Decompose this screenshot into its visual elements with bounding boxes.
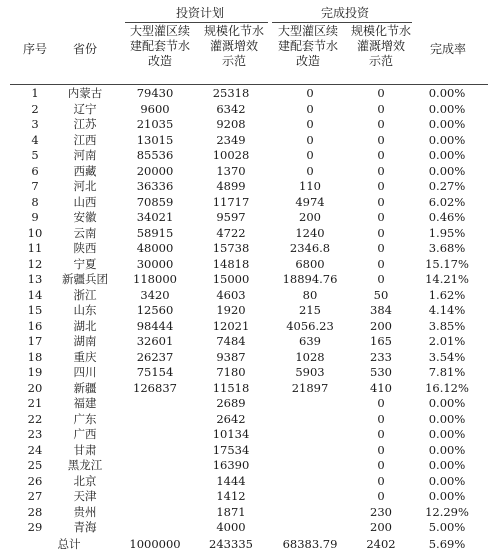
- row-province: 河南: [73, 148, 97, 162]
- row-plan-col2: 2689: [216, 396, 246, 410]
- row-rate: 0.00%: [428, 163, 466, 178]
- table-row: [0, 133, 500, 148]
- done-col2-line1: 规模化节水: [350, 24, 411, 38]
- row-seq: 12: [27, 256, 43, 271]
- table-row: [0, 164, 500, 179]
- row-plan-col2: 4722: [216, 225, 246, 240]
- row-rate: 0.00%: [428, 86, 466, 100]
- row-done-col2: 230: [370, 504, 392, 519]
- total-row: [0, 537, 500, 552]
- row-plan-col2: 1370: [216, 163, 246, 178]
- row-done-col2: 0: [377, 101, 385, 116]
- row-done-col2: 0: [377, 458, 385, 472]
- table-row: [0, 117, 500, 132]
- row-plan-col2: 4899: [216, 179, 246, 193]
- done-col1-line1: 大型灌区续: [277, 24, 338, 38]
- row-seq: 27: [27, 489, 43, 503]
- total-label: 总计: [57, 537, 81, 551]
- plan-col1-header: [125, 24, 195, 69]
- done-col2-header: [348, 24, 414, 69]
- row-rate: 12.29%: [425, 504, 469, 519]
- table-row: [0, 443, 500, 458]
- header-bottom-rule: [10, 84, 488, 85]
- row-plan-col1: 118000: [133, 272, 177, 286]
- row-rate: 0.00%: [428, 396, 466, 410]
- table-row: [0, 505, 500, 520]
- row-rate: 3.68%: [428, 241, 466, 255]
- row-plan-col1: 75154: [136, 365, 174, 379]
- row-done-col1: 110: [299, 179, 321, 193]
- row-done-col2: 0: [377, 148, 385, 162]
- group-rule-plan: [125, 22, 268, 23]
- row-done-col2: 0: [377, 427, 385, 441]
- row-seq: 9: [31, 210, 39, 224]
- row-seq: 1: [31, 86, 39, 100]
- row-rate: 0.00%: [428, 458, 466, 472]
- row-done-col2: 0: [377, 132, 385, 147]
- row-done-col1: 80: [302, 287, 318, 302]
- row-rate: 15.17%: [425, 256, 469, 271]
- row-rate: 2.01%: [428, 334, 466, 348]
- row-rate: 1.62%: [428, 287, 466, 302]
- total-plan-col2: 243335: [209, 537, 253, 551]
- row-done-col1: 4056.23: [286, 318, 334, 333]
- row-plan-col2: 4000: [216, 520, 246, 534]
- table-row: [0, 381, 500, 396]
- row-plan-col2: 1920: [216, 303, 246, 317]
- row-done-col1: 2346.8: [289, 241, 331, 255]
- row-done-col1: 200: [299, 210, 321, 224]
- row-plan-col1: 9600: [140, 101, 170, 116]
- row-province: 湖北: [73, 318, 97, 333]
- row-seq: 3: [31, 117, 39, 131]
- row-rate: 0.00%: [428, 489, 466, 503]
- row-plan-col1: 30000: [136, 256, 174, 271]
- row-seq: 4: [31, 132, 39, 147]
- row-plan-col2: 10134: [212, 427, 250, 441]
- table-row: [0, 520, 500, 535]
- row-done-col2: 0: [377, 179, 385, 193]
- plan-col2-line2: 灌溉增效: [209, 39, 258, 53]
- row-rate: 0.00%: [428, 117, 466, 131]
- row-rate: 0.00%: [428, 132, 466, 147]
- row-plan-col2: 9208: [216, 117, 246, 131]
- row-seq: 18: [27, 349, 43, 364]
- province-header: 省份: [72, 42, 97, 56]
- row-plan-col1: 32601: [136, 334, 174, 348]
- table-row: [0, 226, 500, 241]
- row-rate: 0.46%: [428, 210, 466, 224]
- row-province: 四川: [73, 365, 97, 379]
- plan-col1-line3: 改造: [147, 54, 172, 68]
- row-rate: 6.02%: [428, 194, 466, 209]
- plan-col2-header: [200, 24, 268, 69]
- row-seq: 13: [27, 272, 43, 286]
- row-plan-col1: 79430: [136, 86, 174, 100]
- row-rate: 0.00%: [428, 442, 466, 457]
- row-rate: 4.14%: [428, 303, 466, 317]
- row-done-col2: 384: [370, 303, 392, 317]
- done-col2-line2: 灌溉增效: [356, 39, 405, 53]
- row-done-col2: 0: [377, 225, 385, 240]
- done-col1-line2: 建配套节水: [277, 39, 338, 53]
- row-province: 宁夏: [73, 256, 97, 271]
- row-done-col1: 639: [299, 334, 321, 348]
- row-plan-col1: 3420: [140, 287, 170, 302]
- row-plan-col1: 48000: [136, 241, 174, 255]
- row-seq: 16: [27, 318, 43, 333]
- row-plan-col2: 14818: [212, 256, 250, 271]
- table-row: [0, 474, 500, 489]
- row-done-col2: 0: [377, 442, 385, 457]
- table-row: [0, 86, 500, 101]
- row-province: 新疆: [73, 380, 97, 395]
- row-seq: 25: [27, 458, 43, 472]
- row-plan-col2: 1444: [216, 473, 246, 488]
- row-province: 内蒙古: [67, 86, 103, 100]
- row-done-col1: 0: [306, 101, 314, 116]
- row-done-col2: 0: [377, 396, 385, 410]
- row-province: 新疆兵团: [62, 272, 108, 286]
- row-done-col1: 1240: [295, 225, 325, 240]
- row-done-col1: 0: [306, 163, 314, 178]
- row-plan-col1: 126837: [133, 380, 177, 395]
- table-row: [0, 458, 500, 473]
- row-done-col1: 0: [306, 86, 314, 100]
- plan-col1-line2: 建配套节水: [129, 39, 190, 53]
- row-done-col2: 200: [370, 318, 392, 333]
- row-province: 广东: [73, 411, 97, 426]
- table-row: [0, 365, 500, 380]
- total-done-col1: 68383.79: [282, 537, 338, 551]
- row-seq: 29: [27, 520, 43, 534]
- row-seq: 7: [31, 179, 39, 193]
- row-seq: 14: [27, 287, 43, 302]
- row-province: 辽宁: [73, 101, 97, 116]
- row-rate: 14.21%: [425, 272, 469, 286]
- row-done-col2: 0: [377, 489, 385, 503]
- table-row: [0, 412, 500, 427]
- row-province: 山西: [73, 194, 97, 209]
- table-row: [0, 272, 500, 287]
- row-plan-col1: 85536: [136, 148, 174, 162]
- row-done-col1: 215: [299, 303, 321, 317]
- row-rate: 0.00%: [428, 473, 466, 488]
- plan-col1-line1: 大型灌区续: [129, 24, 190, 38]
- row-seq: 26: [27, 473, 43, 488]
- plan-col2-line1: 规模化节水: [203, 24, 264, 38]
- total-plan-col1: 1000000: [129, 537, 181, 551]
- table-row: [0, 241, 500, 256]
- row-done-col2: 0: [377, 210, 385, 224]
- plan-col2-line3: 示范: [221, 54, 246, 68]
- row-plan-col2: 16390: [212, 458, 250, 472]
- row-plan-col1: 70859: [136, 194, 174, 209]
- row-seq: 23: [27, 427, 43, 441]
- row-plan-col1: 21035: [136, 117, 174, 131]
- row-plan-col1: 98444: [136, 318, 174, 333]
- row-done-col2: 50: [373, 287, 389, 302]
- row-done-col2: 0: [377, 272, 385, 286]
- table-row: [0, 489, 500, 504]
- row-plan-col1: 13015: [136, 132, 174, 147]
- row-done-col1: 21897: [291, 380, 329, 395]
- row-province: 黑龙江: [67, 458, 103, 472]
- table-row: [0, 319, 500, 334]
- row-rate: 0.00%: [428, 427, 466, 441]
- row-province: 河北: [73, 179, 97, 193]
- row-plan-col2: 6342: [216, 101, 246, 116]
- row-rate: 0.00%: [428, 411, 466, 426]
- row-done-col2: 165: [370, 334, 392, 348]
- table-row: [0, 179, 500, 194]
- table-row: [0, 303, 500, 318]
- row-seq: 21: [27, 396, 43, 410]
- table-row: [0, 334, 500, 349]
- table-row: [0, 148, 500, 163]
- row-seq: 15: [27, 303, 43, 317]
- row-plan-col2: 2349: [216, 132, 246, 147]
- table-row: [0, 288, 500, 303]
- table-row: [0, 257, 500, 272]
- row-province: 江西: [73, 132, 97, 147]
- row-done-col2: 0: [377, 241, 385, 255]
- row-plan-col1: 26237: [136, 349, 174, 364]
- row-province: 浙江: [73, 287, 97, 302]
- row-seq: 22: [27, 411, 43, 426]
- row-seq: 28: [27, 504, 43, 519]
- row-done-col1: 0: [306, 148, 314, 162]
- row-plan-col1: 12560: [136, 303, 174, 317]
- row-plan-col1: 36336: [136, 179, 174, 193]
- total-done-col2: 2402: [366, 537, 396, 551]
- table-row: [0, 195, 500, 210]
- plan-group-header: 投资计划: [175, 6, 224, 20]
- rate-header: 完成率: [429, 42, 466, 56]
- row-province: 天津: [73, 489, 97, 503]
- row-province: 山东: [73, 303, 97, 317]
- row-seq: 5: [31, 148, 39, 162]
- row-plan-col2: 9597: [216, 210, 246, 224]
- row-province: 福建: [73, 396, 97, 410]
- row-province: 云南: [73, 225, 97, 240]
- row-rate: 16.12%: [425, 380, 469, 395]
- row-seq: 10: [27, 225, 43, 240]
- row-rate: 0.00%: [428, 101, 466, 116]
- row-done-col2: 0: [377, 194, 385, 209]
- row-seq: 6: [31, 163, 39, 178]
- row-rate: 0.27%: [428, 179, 466, 193]
- row-province: 青海: [73, 520, 97, 534]
- row-done-col2: 0: [377, 163, 385, 178]
- row-plan-col2: 25318: [212, 86, 250, 100]
- row-done-col1: 1028: [295, 349, 325, 364]
- row-done-col2: 0: [377, 86, 385, 100]
- row-plan-col2: 1412: [216, 489, 246, 503]
- done-col1-header: [272, 24, 344, 69]
- row-plan-col2: 15738: [212, 241, 250, 255]
- row-done-col1: 0: [306, 132, 314, 147]
- row-plan-col1: 20000: [136, 163, 174, 178]
- row-rate: 7.81%: [428, 365, 466, 379]
- row-province: 湖南: [73, 334, 97, 348]
- done-group-header: 完成投资: [320, 6, 369, 20]
- row-plan-col1: 34021: [136, 210, 174, 224]
- done-col1-line3: 改造: [295, 54, 320, 68]
- row-plan-col2: 7484: [216, 334, 246, 348]
- table-row: [0, 102, 500, 117]
- row-rate: 1.95%: [428, 225, 466, 240]
- row-province: 贵州: [73, 504, 97, 519]
- row-rate: 5.00%: [428, 520, 466, 534]
- row-province: 安徽: [73, 210, 97, 224]
- row-done-col2: 410: [370, 380, 392, 395]
- group-rule-done: [272, 22, 412, 23]
- row-seq: 17: [27, 334, 43, 348]
- row-done-col2: 0: [377, 117, 385, 131]
- row-plan-col2: 1871: [216, 504, 246, 519]
- done-col2-line3: 示范: [368, 54, 393, 68]
- row-plan-col2: 11717: [212, 194, 250, 209]
- row-seq: 19: [27, 365, 43, 379]
- row-seq: 8: [31, 194, 39, 209]
- row-province: 甘肃: [73, 442, 97, 457]
- row-rate: 0.00%: [428, 148, 466, 162]
- row-plan-col2: 10028: [212, 148, 250, 162]
- row-done-col1: 4974: [295, 194, 325, 209]
- row-plan-col2: 4603: [216, 287, 246, 302]
- total-rate: 5.69%: [428, 537, 466, 551]
- row-plan-col2: 15000: [212, 272, 250, 286]
- row-done-col1: 0: [306, 117, 314, 131]
- row-seq: 20: [27, 380, 43, 395]
- row-done-col2: 0: [377, 411, 385, 426]
- row-plan-col2: 7180: [216, 365, 246, 379]
- row-plan-col2: 11518: [212, 380, 250, 395]
- row-seq: 11: [27, 241, 43, 255]
- table-row: [0, 210, 500, 225]
- row-done-col2: 0: [377, 473, 385, 488]
- table-row: [0, 427, 500, 442]
- row-done-col2: 530: [370, 365, 392, 379]
- row-plan-col2: 2642: [216, 411, 246, 426]
- row-done-col2: 200: [370, 520, 392, 534]
- row-seq: 2: [31, 101, 39, 116]
- seq-header: 序号: [22, 42, 47, 56]
- row-plan-col2: 9387: [216, 349, 246, 364]
- row-done-col2: 233: [370, 349, 392, 364]
- table-row: [0, 396, 500, 411]
- row-province: 重庆: [73, 349, 97, 364]
- row-rate: 3.85%: [428, 318, 466, 333]
- table-row: [0, 350, 500, 365]
- row-done-col1: 5903: [295, 365, 325, 379]
- row-province: 陕西: [73, 241, 97, 255]
- row-done-col1: 6800: [295, 256, 325, 271]
- row-province: 北京: [73, 473, 97, 488]
- row-province: 江苏: [73, 117, 97, 131]
- row-plan-col2: 17534: [212, 442, 250, 457]
- row-province: 广西: [73, 427, 97, 441]
- row-done-col1: 18894.76: [282, 272, 338, 286]
- row-province: 西藏: [73, 163, 97, 178]
- row-seq: 24: [27, 442, 43, 457]
- row-done-col2: 0: [377, 256, 385, 271]
- row-plan-col2: 12021: [212, 318, 250, 333]
- row-plan-col1: 58915: [136, 225, 174, 240]
- row-rate: 3.54%: [428, 349, 466, 364]
